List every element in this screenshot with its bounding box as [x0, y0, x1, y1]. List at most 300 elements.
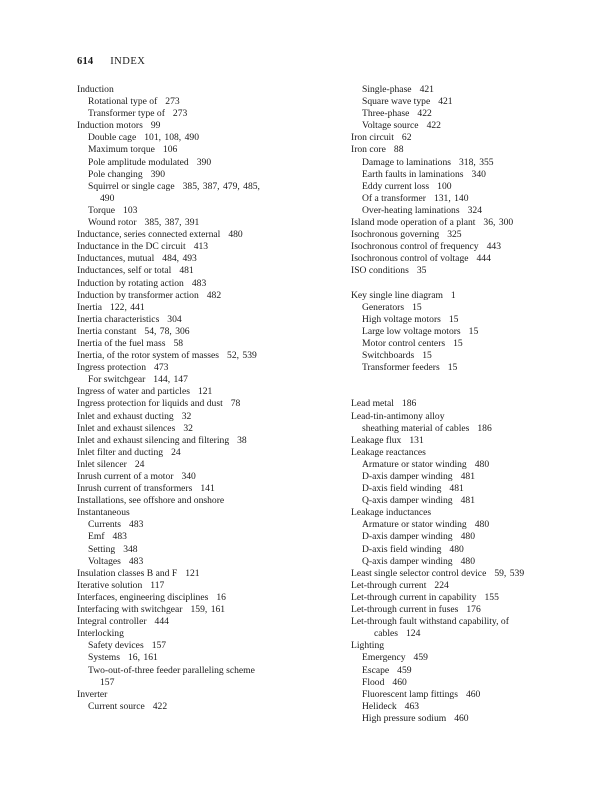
- index-entry: [351, 568, 581, 580]
- entry-term: Inductance in the DC circuit: [77, 241, 186, 253]
- index-subentry: [77, 544, 339, 556]
- entry-pages: 144, 147: [153, 374, 188, 386]
- index-subentry: [351, 423, 581, 435]
- entry-pages: 15: [448, 313, 459, 325]
- index-spacer: [351, 374, 581, 386]
- entry-pages: 58: [173, 337, 184, 349]
- index-subentry: [351, 713, 581, 725]
- index-entry: [77, 398, 339, 410]
- entry-term: High pressure sodium: [362, 712, 447, 724]
- entry-term: Inductances, self or total: [77, 265, 172, 277]
- entry-pages: 78: [230, 398, 241, 410]
- index-entry: [77, 338, 339, 350]
- entry-term: Let-through current: [351, 579, 427, 591]
- entry-term: Interlocking: [77, 628, 124, 640]
- index-subentry: [351, 652, 581, 664]
- index-subentry: [77, 205, 339, 217]
- entry-term: 490: [100, 192, 115, 204]
- entry-pages: 480: [449, 543, 464, 555]
- index-subentry: [77, 217, 339, 229]
- index-entry: [351, 132, 581, 144]
- index-entry: [77, 471, 339, 483]
- entry-pages: 124: [405, 628, 421, 640]
- entry-pages: 15: [468, 325, 479, 337]
- entry-term: D-axis damper winding: [362, 531, 453, 543]
- entry-pages: 24: [134, 458, 145, 470]
- index-entry: [351, 265, 581, 277]
- index-subentry: [77, 665, 339, 677]
- entry-term: Q-axis damper winding: [362, 495, 453, 507]
- entry-pages: 103: [123, 204, 138, 216]
- index-subentry: [351, 193, 581, 205]
- index-entry: [77, 411, 339, 423]
- entry-pages: 24: [171, 446, 181, 458]
- entry-pages: 52, 539: [227, 350, 257, 362]
- entry-pages: 59, 539: [494, 567, 525, 579]
- entry-pages: 186: [401, 398, 417, 410]
- entry-term: D-axis damper winding: [362, 471, 453, 482]
- index-subentry: [351, 302, 581, 314]
- entry-pages: 460: [454, 712, 469, 724]
- entry-term: D-axis field winding: [362, 483, 442, 495]
- index-subentry: [351, 120, 581, 132]
- entry-pages: 385, 387, 479, 485,: [182, 180, 260, 192]
- entry-pages: 460: [392, 676, 407, 688]
- entry-term: Inrush current of a motor: [77, 471, 174, 482]
- entry-pages: 463: [404, 700, 420, 712]
- entry-term: Inrush current of transformers: [77, 483, 193, 495]
- entry-pages: 224: [434, 579, 449, 591]
- index-subentry: [351, 519, 581, 531]
- entry-term: 157: [100, 676, 115, 688]
- entry-term: Lead-tin-antimony alloy: [351, 410, 445, 422]
- entry-term: Two-out-of-three feeder paralleling scheme: [88, 664, 255, 676]
- entry-pages: 88: [393, 144, 404, 156]
- entry-pages: 157: [151, 640, 167, 652]
- entry-term: Leakage inductances: [351, 507, 432, 519]
- entry-term: Three-phase: [362, 108, 410, 120]
- entry-pages: 38: [237, 434, 247, 446]
- index-entry: [77, 120, 339, 132]
- index-entry: [77, 483, 339, 495]
- index-subentry: [77, 144, 339, 156]
- index-entry: [77, 386, 339, 398]
- entry-pages: 15: [447, 362, 458, 374]
- entry-term: Let-through current in capability: [351, 591, 477, 603]
- index-entry: [77, 423, 339, 435]
- index-entry: [77, 628, 339, 640]
- page-header: [77, 56, 145, 67]
- index-subentry: [77, 531, 339, 543]
- entry-pages: 62: [401, 132, 412, 144]
- entry-pages: 483: [112, 531, 127, 543]
- index-subentry: [351, 205, 581, 217]
- page-number: 614: [77, 56, 94, 67]
- entry-pages: 483: [191, 277, 207, 289]
- index-subentry: [77, 677, 339, 689]
- index-subentry: [351, 677, 581, 689]
- index-subentry: [351, 471, 581, 483]
- index-subentry: [77, 132, 339, 144]
- entry-term: For switchgear: [88, 374, 146, 386]
- index-subentry: [351, 701, 581, 713]
- entry-pages: 480: [474, 519, 490, 531]
- entry-pages: 1: [450, 289, 456, 301]
- index-entry: [351, 447, 581, 459]
- entry-term: Leakage flux: [351, 434, 402, 446]
- entry-pages: 483: [129, 519, 144, 531]
- entry-pages: 35: [416, 265, 427, 277]
- entry-term: Damage to laminations: [362, 156, 451, 168]
- entry-term: Flood: [362, 676, 385, 688]
- index-subentry: [77, 181, 339, 193]
- entry-term: Fluorescent lamp fittings: [362, 688, 458, 700]
- index-subentry: [77, 556, 339, 568]
- index-entry: [351, 640, 581, 652]
- entry-pages: 390: [150, 168, 166, 180]
- entry-term: Iterative solution: [77, 579, 143, 591]
- entry-pages: 131: [409, 434, 424, 446]
- entry-pages: 422: [152, 700, 168, 712]
- entry-term: D-axis field winding: [362, 543, 442, 555]
- entry-term: Pole changing: [88, 168, 143, 180]
- entry-pages: 101, 108, 490: [144, 132, 199, 144]
- index-entry: [351, 253, 581, 265]
- index-spacer: [351, 278, 581, 290]
- index-subentry: [351, 84, 581, 96]
- entry-pages: 15: [422, 350, 432, 362]
- index-entry: [351, 229, 581, 241]
- index-entry: [77, 314, 339, 326]
- entry-pages: 32: [183, 422, 193, 434]
- entry-pages: 444: [154, 616, 169, 628]
- entry-pages: 385, 387, 391: [144, 217, 200, 229]
- entry-pages: 324: [467, 204, 482, 216]
- entry-term: Pole amplitude modulated: [88, 156, 189, 168]
- entry-term: Rotational type of: [88, 96, 158, 108]
- entry-term: Inlet and exhaust ducting: [77, 410, 174, 422]
- entry-pages: 480: [460, 555, 475, 567]
- entry-term: Inlet filter and ducting: [77, 446, 164, 458]
- index-subentry: [351, 628, 581, 640]
- entry-term: Installations, see offshore and onshore: [77, 495, 225, 507]
- entry-pages: 413: [193, 241, 209, 253]
- index-entry: [351, 144, 581, 156]
- entry-term: Induction motors: [77, 120, 143, 132]
- entry-term: Large low voltage motors: [362, 325, 461, 337]
- index-subentry: [351, 181, 581, 193]
- entry-term: Lighting: [351, 640, 385, 652]
- entry-pages: 484, 493: [162, 253, 197, 265]
- index-entry: [351, 217, 581, 229]
- index-subentry: [77, 108, 339, 120]
- entry-term: Setting: [88, 543, 116, 555]
- entry-pages: 99: [150, 120, 161, 132]
- index-column-right: [351, 84, 581, 725]
- entry-term: Inverter: [77, 688, 108, 700]
- entry-term: Key single line diagram: [351, 289, 443, 301]
- index-column-left: [77, 84, 339, 713]
- index-entry: [77, 241, 339, 253]
- entry-pages: 480: [474, 458, 490, 470]
- entry-term: Inertia: [77, 301, 103, 313]
- entry-term: Motor control centers: [362, 337, 446, 349]
- entry-pages: 15: [412, 301, 422, 313]
- entry-term: Induction: [77, 84, 114, 95]
- entry-term: Inductance, series connected external: [77, 229, 221, 241]
- entry-term: Integral controller: [77, 616, 147, 628]
- entry-pages: 340: [181, 471, 196, 482]
- entry-term: Armature or stator winding: [362, 458, 467, 470]
- index-subentry: [351, 689, 581, 701]
- index-entry: [77, 350, 339, 362]
- entry-pages: 131, 140: [433, 192, 469, 204]
- index-entry: [77, 253, 339, 265]
- entry-term: Helideck: [362, 700, 397, 712]
- index-entry: [351, 435, 581, 447]
- page-title: INDEX: [110, 56, 146, 67]
- entry-pages: 443: [486, 241, 501, 253]
- index-subentry: [351, 350, 581, 362]
- index-subentry: [77, 157, 339, 169]
- entry-term: Switchboards: [362, 350, 415, 362]
- index-subentry: [77, 169, 339, 181]
- index-entry: [77, 689, 339, 701]
- entry-term: Over-heating laminations: [362, 204, 460, 216]
- index-subentry: [351, 665, 581, 677]
- entry-term: Emf: [88, 531, 105, 543]
- index-entry: [351, 616, 581, 628]
- entry-term: Earth faults in laminations: [362, 168, 464, 180]
- index-spacer: [351, 386, 581, 398]
- entry-term: Isochronous control of voltage: [351, 253, 469, 265]
- index-entry: [77, 580, 339, 592]
- entry-term: Instantaneous: [77, 507, 130, 519]
- entry-pages: 106: [162, 144, 178, 156]
- entry-pages: 15: [453, 337, 463, 349]
- entry-term: Insulation classes B and F: [77, 567, 178, 579]
- entry-term: Torque: [88, 204, 116, 216]
- index-subentry: [351, 556, 581, 568]
- entry-term: Escape: [362, 664, 390, 676]
- index-entry: [77, 459, 339, 471]
- entry-term: High voltage motors: [362, 313, 441, 325]
- entry-pages: 100: [437, 180, 452, 192]
- entry-term: Inertia characteristics: [77, 313, 160, 325]
- entry-term: Emergency: [362, 652, 406, 664]
- entry-pages: 340: [471, 168, 486, 180]
- entry-pages: 482: [206, 289, 222, 301]
- index-subentry: [77, 640, 339, 652]
- index-entry: [351, 290, 581, 302]
- index-entry: [351, 398, 581, 410]
- entry-pages: 176: [466, 604, 481, 616]
- entry-pages: 483: [128, 555, 144, 567]
- entry-term: Voltage source: [362, 120, 419, 132]
- index-subentry: [351, 362, 581, 374]
- entry-term: Square wave type: [362, 96, 431, 108]
- entry-pages: 325: [447, 229, 462, 241]
- entry-pages: 16, 161: [128, 652, 158, 664]
- entry-term: ISO conditions: [351, 265, 409, 277]
- entry-term: Systems: [88, 652, 120, 664]
- entry-pages: 422: [426, 120, 441, 132]
- entry-term: Of a transformer: [362, 192, 426, 204]
- entry-pages: 421: [419, 84, 434, 95]
- entry-term: Transformer type of: [88, 108, 165, 120]
- entry-pages: 460: [465, 688, 481, 700]
- index-subentry: [351, 495, 581, 507]
- entry-term: Let-through fault withstand capability, of: [351, 616, 509, 628]
- entry-pages: 459: [413, 652, 428, 664]
- index-entry: [77, 326, 339, 338]
- index-entry: [77, 592, 339, 604]
- entry-pages: 304: [167, 313, 182, 325]
- entry-term: Least single selector control device: [351, 567, 487, 579]
- entry-pages: 390: [196, 156, 212, 168]
- index-subentry: [77, 652, 339, 664]
- index-entry: [351, 411, 581, 423]
- entry-term: Lead metal: [351, 398, 394, 410]
- index-entry: [77, 568, 339, 580]
- entry-term: Armature or stator winding: [362, 519, 467, 531]
- entry-pages: 155: [484, 591, 499, 603]
- entry-term: Isochronous control of frequency: [351, 241, 479, 253]
- index-entry: [77, 495, 339, 507]
- entry-pages: 422: [417, 108, 432, 120]
- entry-term: Let-through current in fuses: [351, 604, 459, 616]
- entry-pages: 348: [123, 543, 138, 555]
- index-entry: [77, 290, 339, 302]
- entry-pages: 473: [154, 362, 169, 374]
- entry-term: Inertia constant: [77, 325, 137, 337]
- index-entry: [351, 580, 581, 592]
- index-entry: [351, 241, 581, 253]
- entry-term: Iron core: [351, 144, 386, 156]
- entry-term: Leakage reactances: [351, 446, 426, 458]
- index-subentry: [77, 193, 339, 205]
- entry-pages: 481: [460, 495, 475, 507]
- entry-term: Inlet and exhaust silences: [77, 422, 176, 434]
- index-entry: [77, 229, 339, 241]
- entry-pages: 459: [397, 664, 412, 676]
- entry-pages: 141: [200, 483, 215, 495]
- entry-pages: 273: [165, 96, 180, 108]
- index-subentry: [77, 96, 339, 108]
- index-subentry: [351, 459, 581, 471]
- entry-pages: 159, 161: [190, 604, 226, 616]
- entry-term: Ingress protection for liquids and dust: [77, 398, 223, 410]
- index-subentry: [351, 157, 581, 169]
- entry-term: Current source: [88, 700, 145, 712]
- entry-term: Induction by rotating action: [77, 277, 184, 289]
- entry-pages: 121: [185, 567, 200, 579]
- entry-term: Inlet and exhaust silencing and filtering: [77, 434, 230, 446]
- entry-term: Safety devices: [88, 640, 144, 652]
- index-subentry: [351, 96, 581, 108]
- entry-term: Ingress protection: [77, 362, 147, 374]
- entry-pages: 16: [216, 591, 226, 603]
- entry-term: sheathing material of cables: [362, 422, 470, 434]
- entry-pages: 54, 78, 306: [144, 325, 190, 337]
- index-subentry: [351, 338, 581, 350]
- entry-term: Inertia, of the rotor system of masses: [77, 350, 220, 362]
- index-subentry: [77, 701, 339, 713]
- entry-pages: 122, 441: [110, 301, 145, 313]
- entry-term: Ingress of water and particles: [77, 386, 190, 398]
- index-subentry: [351, 169, 581, 181]
- entry-term: Transformer feeders: [362, 362, 440, 374]
- entry-pages: 481: [179, 265, 194, 277]
- index-entry: [77, 302, 339, 314]
- entry-term: Iron circuit: [351, 132, 394, 144]
- index-subentry: [351, 326, 581, 338]
- entry-term: Induction by transformer action: [77, 289, 199, 301]
- entry-term: Voltages: [88, 555, 121, 567]
- entry-term: Inertia of the fuel mass: [77, 337, 166, 349]
- entry-term: Double cage: [88, 132, 137, 144]
- index-entry: [77, 616, 339, 628]
- entry-term: Wound rotor: [88, 217, 137, 229]
- entry-term: Inlet silencer: [77, 458, 127, 470]
- entry-pages: 32: [181, 410, 192, 422]
- index-entry: [351, 507, 581, 519]
- entry-term: Interfaces, engineering disciplines: [77, 591, 209, 603]
- entry-term: Generators: [362, 301, 405, 313]
- index-entry: [77, 604, 339, 616]
- entry-term: Maximum torque: [88, 144, 155, 156]
- entry-pages: 318, 355: [459, 156, 494, 168]
- index-subentry: [351, 483, 581, 495]
- entry-term: Q-axis damper winding: [362, 555, 453, 567]
- index-entry: [77, 265, 339, 277]
- entry-term: Isochronous governing: [351, 229, 440, 241]
- entry-term: Single-phase: [362, 84, 412, 95]
- entry-pages: 36, 300: [483, 217, 514, 229]
- entry-term: Squirrel or single cage: [88, 180, 175, 192]
- entry-pages: 481: [460, 471, 475, 482]
- index-subentry: [77, 374, 339, 386]
- entry-term: cables: [374, 628, 398, 640]
- index-entry: [351, 592, 581, 604]
- entry-pages: 117: [150, 579, 165, 591]
- entry-pages: 481: [449, 483, 464, 495]
- entry-pages: 480: [460, 531, 475, 543]
- index-entry: [351, 604, 581, 616]
- entry-term: Interfacing with switchgear: [77, 604, 183, 616]
- entry-term: Eddy current loss: [362, 180, 430, 192]
- entry-term: Island mode operation of a plant: [351, 217, 476, 229]
- index-entry: [77, 278, 339, 290]
- index-subentry: [351, 544, 581, 556]
- index-entry: [77, 507, 339, 519]
- entry-pages: 421: [438, 96, 453, 108]
- index-subentry: [351, 314, 581, 326]
- entry-pages: 480: [228, 229, 243, 241]
- index-subentry: [351, 108, 581, 120]
- entry-term: Inductances, mutual: [77, 253, 155, 265]
- entry-pages: 186: [477, 422, 492, 434]
- entry-pages: 444: [476, 253, 491, 265]
- entry-pages: 121: [197, 386, 213, 398]
- entry-pages: 273: [172, 108, 188, 120]
- index-subentry: [77, 519, 339, 531]
- index-subentry: [351, 531, 581, 543]
- index-entry: [77, 447, 339, 459]
- entry-term: Currents: [88, 519, 122, 531]
- index-entry: [77, 435, 339, 447]
- index-entry: [77, 84, 339, 96]
